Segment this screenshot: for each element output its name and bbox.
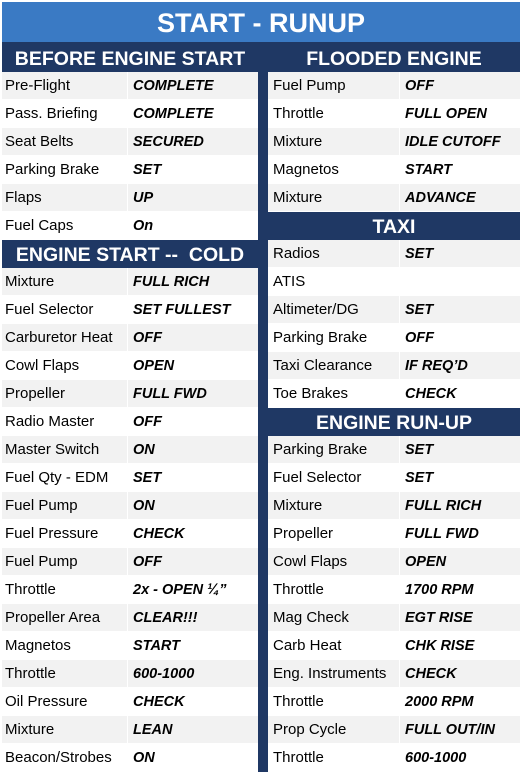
checklist-item-label: Fuel Pressure xyxy=(2,520,128,547)
checklist-item-label: Propeller xyxy=(268,520,400,547)
checklist-item-label: Fuel Pump xyxy=(268,72,400,99)
checklist-row xyxy=(268,100,520,128)
checklist-row xyxy=(2,744,258,772)
checklist-item-value: SET xyxy=(405,470,434,486)
checklist-item-value: LEAN xyxy=(133,722,173,738)
section-header-engine-start-cold: ENGINE START -- COLD xyxy=(2,240,258,268)
checklist-item-value: SET xyxy=(405,442,434,458)
checklist-item-value: SECURED xyxy=(133,134,204,150)
checklist-item-value: OPEN xyxy=(405,554,447,570)
checklist-row xyxy=(268,716,520,744)
checklist-row xyxy=(268,268,520,296)
checklist-item-value: FULL FWD xyxy=(133,386,207,402)
checklist-item-label: Parking Brake xyxy=(268,436,400,463)
checklist-row xyxy=(2,296,258,324)
checklist-row xyxy=(2,156,258,184)
checklist-row xyxy=(268,128,520,156)
page-title: START - RUNUP xyxy=(2,2,520,42)
checklist-row xyxy=(268,352,520,380)
checklist-item-label: Pre-Flight xyxy=(2,72,128,99)
checklist-row xyxy=(2,324,258,352)
checklist-row xyxy=(2,688,258,716)
checklist-item-value: 2000 RPM xyxy=(405,694,474,710)
checklist-item-value: UP xyxy=(133,190,154,206)
checklist-item-label: Altimeter/DG xyxy=(268,296,400,323)
checklist-item-value: ON xyxy=(133,442,155,458)
checklist-item-value: CHECK xyxy=(133,694,185,710)
checklist-row xyxy=(2,492,258,520)
checklist-item-label: Mixture xyxy=(2,716,128,743)
checklist-row xyxy=(268,632,520,660)
checklist-row xyxy=(2,548,258,576)
checklist-item-value: SET xyxy=(133,162,162,178)
section-flooded-engine xyxy=(268,72,520,212)
checklist-row xyxy=(2,100,258,128)
checklist-item-label: Mixture xyxy=(268,128,400,155)
checklist-item-label: Cowl Flaps xyxy=(268,548,400,575)
checklist-item-label: Parking Brake xyxy=(268,324,400,351)
left-column xyxy=(2,44,258,772)
checklist-row xyxy=(268,548,520,576)
checklist-row xyxy=(268,576,520,604)
checklist-item-value: IF REQ’D xyxy=(405,358,468,374)
checklist-row xyxy=(2,604,258,632)
checklist-row xyxy=(268,324,520,352)
checklist-row xyxy=(268,184,520,212)
checklist-item-label: Carb Heat xyxy=(268,632,400,659)
checklist-item-label: Toe Brakes xyxy=(268,380,400,407)
checklist-row xyxy=(2,380,258,408)
checklist-item-value: SET xyxy=(405,302,434,318)
checklist-row xyxy=(268,436,520,464)
checklist-row xyxy=(2,352,258,380)
checklist-row xyxy=(268,688,520,716)
checklist-item-value: OFF xyxy=(405,78,434,94)
checklist-item-label: Mixture xyxy=(2,268,128,295)
checklist-item-label: Eng. Instruments xyxy=(268,660,400,687)
checklist-row xyxy=(2,184,258,212)
checklist-item-label: Mixture xyxy=(268,492,400,519)
checklist-item-label: Fuel Pump xyxy=(2,548,128,575)
checklist-item-label: Flaps xyxy=(2,184,128,211)
checklist-item-label: Throttle xyxy=(268,688,400,715)
checklist-sheet xyxy=(2,2,520,772)
checklist-item-label: Radios xyxy=(268,240,400,267)
checklist-item-value: ON xyxy=(133,498,155,514)
checklist-row xyxy=(268,604,520,632)
checklist-item-value: START xyxy=(133,638,180,654)
checklist-item-value: ADVANCE xyxy=(405,190,476,206)
section-taxi xyxy=(268,240,520,408)
checklist-item-label: Mixture xyxy=(268,184,400,211)
section-engine-start-cold xyxy=(2,268,258,772)
checklist-item-value: OFF xyxy=(405,330,434,346)
checklist-item-value: IDLE CUTOFF xyxy=(405,134,501,150)
checklist-row xyxy=(2,408,258,436)
checklist-item-label: Taxi Clearance xyxy=(268,352,400,379)
checklist-item-value: On xyxy=(133,218,154,234)
checklist-item-label: Oil Pressure xyxy=(2,688,128,715)
checklist-item-value: ON xyxy=(133,750,155,766)
checklist-item-value xyxy=(400,268,520,295)
checklist-item-label: Fuel Pump xyxy=(2,492,128,519)
checklist-row xyxy=(268,520,520,548)
checklist-row xyxy=(2,632,258,660)
checklist-item-value: SET xyxy=(133,470,162,486)
checklist-item-value: FULL FWD xyxy=(405,526,479,542)
checklist-row xyxy=(2,128,258,156)
checklist-item-value: OFF xyxy=(133,414,162,430)
checklist-item-label: Fuel Qty - EDM xyxy=(2,464,128,491)
checklist-item-value: CHECK xyxy=(405,386,457,402)
checklist-item-value: FULL OUT/IN xyxy=(405,722,495,738)
checklist-item-value: CHECK xyxy=(133,526,185,542)
checklist-item-value: START xyxy=(405,162,452,178)
checklist-item-value: FULL OPEN xyxy=(405,106,487,122)
checklist-item-label: Radio Master xyxy=(2,408,128,435)
checklist-row xyxy=(268,296,520,324)
checklist-item-label: Throttle xyxy=(2,660,128,687)
checklist-row xyxy=(268,464,520,492)
checklist-item-label: Fuel Selector xyxy=(268,464,400,491)
checklist-row xyxy=(2,660,258,688)
checklist-item-label: Pass. Briefing xyxy=(2,100,128,127)
checklist-row xyxy=(268,744,520,772)
checklist-item-label: Master Switch xyxy=(2,436,128,463)
checklist-item-label: Fuel Selector xyxy=(2,296,128,323)
checklist-row xyxy=(2,520,258,548)
section-header-engine-runup: ENGINE RUN-UP xyxy=(268,408,520,436)
checklist-row xyxy=(268,156,520,184)
checklist-item-label: Prop Cycle xyxy=(268,716,400,743)
checklist-item-label: Beacon/Strobes xyxy=(2,744,128,771)
checklist-item-value: 1700 RPM xyxy=(405,582,474,598)
checklist-row xyxy=(2,716,258,744)
checklist-item-label: Throttle xyxy=(2,576,128,603)
checklist-item-value: FULL RICH xyxy=(133,274,210,290)
checklist-item-value: FULL RICH xyxy=(405,498,482,514)
checklist-row xyxy=(2,268,258,296)
checklist-row xyxy=(268,240,520,268)
checklist-item-value: 600-1000 xyxy=(133,666,195,682)
checklist-item-label: Magnetos xyxy=(268,156,400,183)
right-column xyxy=(268,44,520,772)
checklist-item-value: COMPLETE xyxy=(133,78,214,94)
section-header-before-engine-start: BEFORE ENGINE START xyxy=(2,44,258,72)
checklist-item-label: Cowl Flaps xyxy=(2,352,128,379)
checklist-item-label: Throttle xyxy=(268,744,400,771)
checklist-item-value: OFF xyxy=(133,330,162,346)
checklist-item-label: Throttle xyxy=(268,100,400,127)
checklist-item-label: Throttle xyxy=(268,576,400,603)
checklist-item-label: Mag Check xyxy=(268,604,400,631)
section-header-flooded-engine: FLOODED ENGINE xyxy=(268,44,520,72)
checklist-item-value: OPEN xyxy=(133,358,175,374)
checklist-item-label: Propeller xyxy=(2,380,128,407)
checklist-item-value: CHECK xyxy=(405,666,457,682)
checklist-item-value: 600-1000 xyxy=(405,750,467,766)
checklist-item-value: SET FULLEST xyxy=(133,302,231,318)
checklist-row xyxy=(2,436,258,464)
checklist-item-value: 2x - OPEN ¼” xyxy=(133,582,227,598)
checklist-item-value: COMPLETE xyxy=(133,106,214,122)
checklist-item-label: Fuel Caps xyxy=(2,212,128,239)
checklist-row xyxy=(2,464,258,492)
checklist-item-label: Parking Brake xyxy=(2,156,128,183)
checklist-item-value: EGT RISE xyxy=(405,610,473,626)
checklist-row xyxy=(268,72,520,100)
checklist-item-label: Carburetor Heat xyxy=(2,324,128,351)
section-before-engine-start xyxy=(2,72,258,240)
checklist-item-label: Magnetos xyxy=(2,632,128,659)
checklist-row xyxy=(268,492,520,520)
checklist-item-label: Propeller Area xyxy=(2,604,128,631)
checklist-item-label: ATIS xyxy=(268,268,400,295)
checklist-row xyxy=(268,380,520,408)
checklist-row xyxy=(2,576,258,604)
checklist-row xyxy=(2,72,258,100)
checklist-item-value: SET xyxy=(405,246,434,262)
checklist-item-value: CLEAR!!! xyxy=(133,610,198,626)
checklist-row xyxy=(268,660,520,688)
section-engine-runup xyxy=(268,436,520,772)
checklist-item-value: CHK RISE xyxy=(405,638,475,654)
checklist-row xyxy=(2,212,258,240)
checklist-item-value: OFF xyxy=(133,554,162,570)
section-header-taxi: TAXI xyxy=(268,212,520,240)
checklist-item-label: Seat Belts xyxy=(2,128,128,155)
